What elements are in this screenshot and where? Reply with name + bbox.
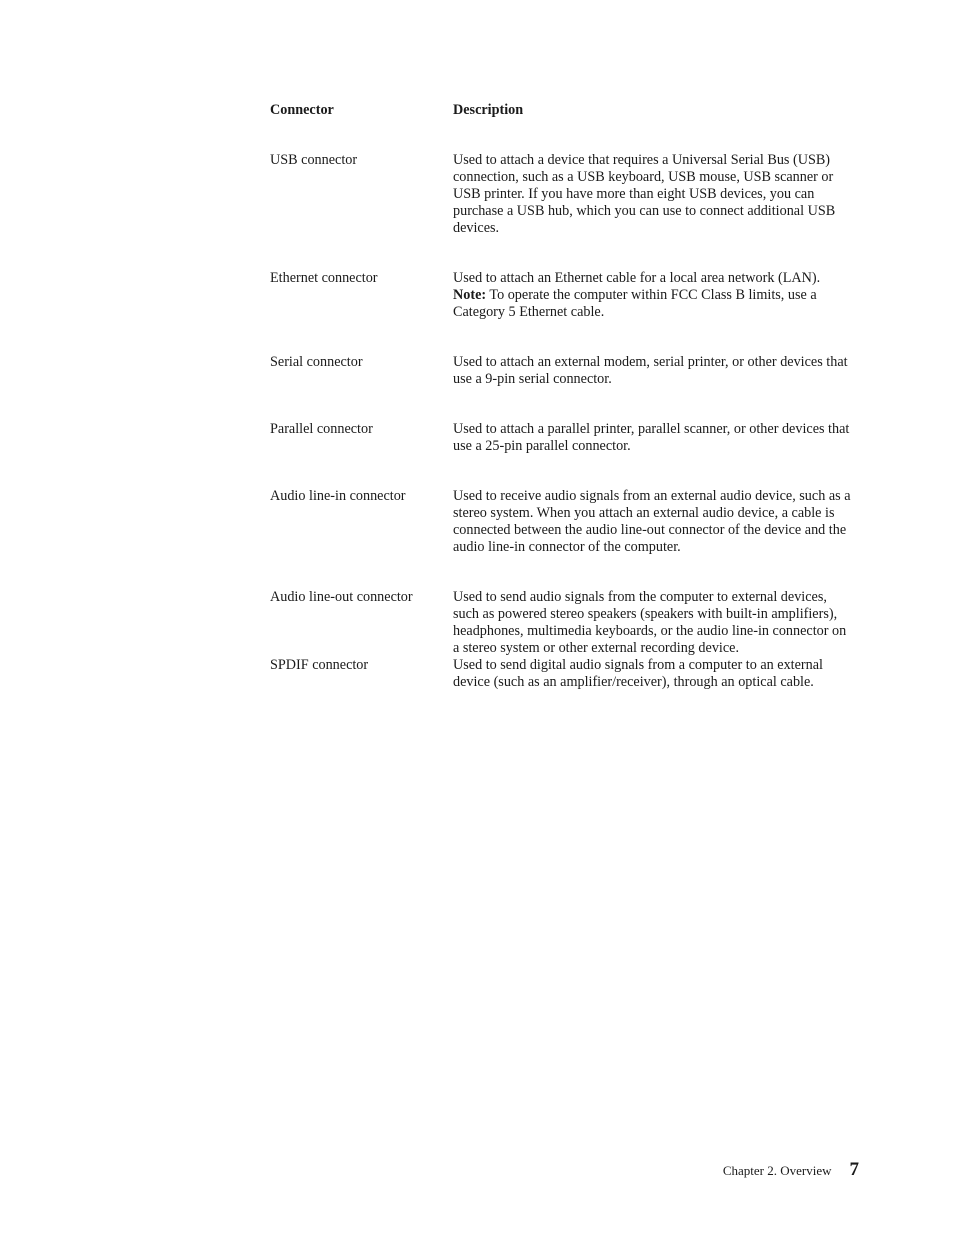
table-row-serial [270, 354, 855, 388]
connector-description: Used to attach a parallel printer, parallel scanner, or other devices that use a 25-pin parallel connector. [453, 421, 850, 454]
connector-description: Used to send audio signals from the computer to external devices, such as powered stereo speakers (speakers with built-in amplifiers), headphones, multimedia keyboards, or the audio line-in connector on a stereo system or other external recording device. [453, 589, 847, 656]
connector-table [270, 102, 855, 691]
header-description: Description [453, 102, 524, 118]
connector-description: Used to attach a device that requires a Universal Serial Bus (USB) connection, such as a USB keyboard, USB mouse, USB scanner or USB printer. If you have more than eight USB devices, you can purchase a USB hub, which you can use to connect additional USB devices. [453, 152, 836, 236]
table-row-audio-line-out [270, 589, 855, 657]
table-row-ethernet [270, 270, 855, 321]
connector-name: USB connector [270, 152, 358, 168]
connector-name: Parallel connector [270, 421, 373, 437]
table-row-usb [270, 152, 855, 237]
connector-name: Audio line-in connector [270, 488, 406, 504]
table-row-spdif [270, 657, 855, 691]
connector-name: Serial connector [270, 354, 363, 370]
page-number: 7 [849, 1159, 859, 1180]
table-row-parallel [270, 421, 855, 455]
connector-name: Ethernet connector [270, 270, 378, 286]
connector-description-block [453, 270, 853, 321]
footer-chapter: Chapter 2. Overview [722, 1163, 832, 1178]
connector-description: Used to attach an Ethernet cable for a local area network (LAN). [453, 270, 821, 286]
connector-description: Used to attach an external modem, serial printer, or other devices that use a 9-pin serial connector. [453, 354, 848, 387]
header-connector: Connector [270, 102, 334, 118]
note-text: To operate the computer within FCC Class B limits, use a Category 5 Ethernet cable. [453, 287, 817, 320]
table-row-audio-line-in [270, 488, 855, 556]
connector-description: Used to receive audio signals from an external audio device, such as a stereo system. When you attach an external audio device, a cable is connected between the audio line-out connector of the device and the audio line-in connector of the computer. [453, 488, 851, 555]
page-footer [723, 1161, 859, 1179]
table-header-row [270, 102, 855, 119]
note [453, 287, 853, 321]
connector-name: Audio line-out connector [270, 589, 413, 605]
note-label: Note: [453, 287, 487, 303]
connector-name: SPDIF connector [270, 657, 369, 673]
connector-description: Used to send digital audio signals from a computer to an external device (such as an amplifier/receiver), through an optical cable. [453, 657, 823, 690]
